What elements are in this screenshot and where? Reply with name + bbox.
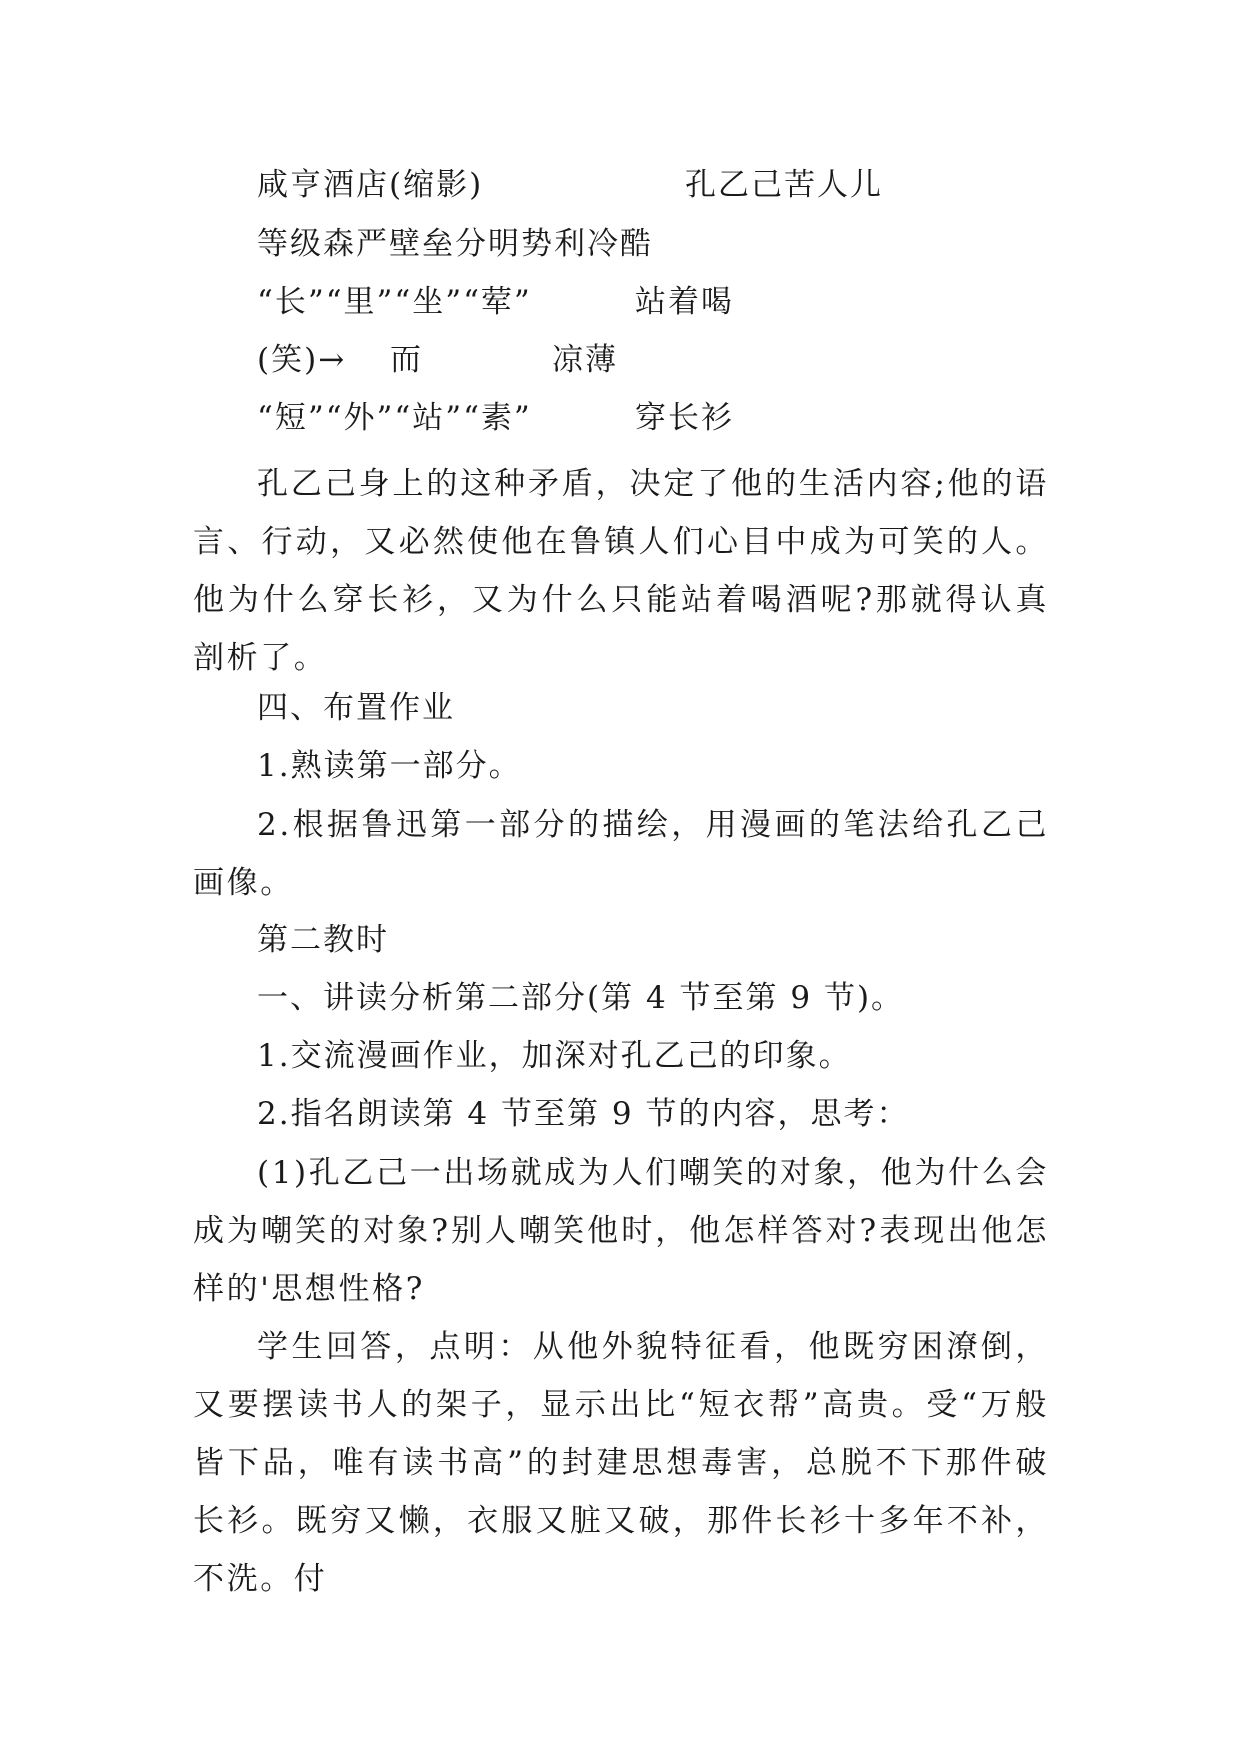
section-one-heading: 一、讲读分析第二部分(第 4 节至第 9 节)。 [257, 980, 905, 1016]
question-one: (1)孔乙己一出场就成为人们嘲笑的对象，他为什么会成为嘲笑的对象?别人嘲笑他时，他怎样答对?表现出他怎样的'思想性格? [193, 1155, 1049, 1307]
homework-item-1: 1.熟读第一部分。 [257, 748, 522, 784]
diagram-standing-drink: 站着喝 [635, 284, 734, 320]
homework-item-2: 2.根据鲁迅第一部分的描绘，用漫画的笔法给孔乙己画像。 [193, 807, 1049, 901]
diagram-tavern-label: 咸亨酒店(缩影) [257, 167, 484, 203]
diagram-hierarchy-text: 等级森严壁垒分明势利冷酷 [257, 226, 653, 262]
diagram-long-group: “长”“里”“坐”“荤” [257, 284, 532, 320]
diagram-long-gown: 穿长衫 [635, 400, 734, 436]
step-item-2: 2.指名朗读第 4 节至第 9 节的内容，思考： [257, 1096, 910, 1132]
answer-one: 学生回答，点明：从他外貌特征看，他既穷困潦倒，又要摆读书人的架子，显示出比“短衣帮”高贵。受“万般皆下品，唯有读书高”的封建思想毒害，总脱不下那件破长衫。既穷又懒，衣服又脏又破，那件长衫十多年不补，不洗。付 [193, 1329, 1049, 1597]
diagram-laugh-arrow: (笑)→ [257, 342, 347, 378]
heading-homework: 四、布置作业 [257, 690, 455, 726]
diagram-cold: 凉薄 [552, 342, 618, 378]
lesson-two-heading: 第二教时 [257, 922, 389, 958]
diagram-and: 而 [390, 342, 423, 378]
step-item-1: 1.交流漫画作业，加深对孔乙己的印象。 [257, 1038, 852, 1074]
diagram-kong-label: 孔乙己苦人儿 [685, 167, 883, 203]
paragraph-contradiction: 孔乙己身上的这种矛盾，决定了他的生活内容;他的语言、行动，又必然使他在鲁镇人们心目中成为可笑的人。他为什么穿长衫，又为什么只能站着喝酒呢?那就得认真剖析了。 [193, 466, 1049, 676]
diagram-short-group: “短”“外”“站”“素” [257, 400, 532, 436]
